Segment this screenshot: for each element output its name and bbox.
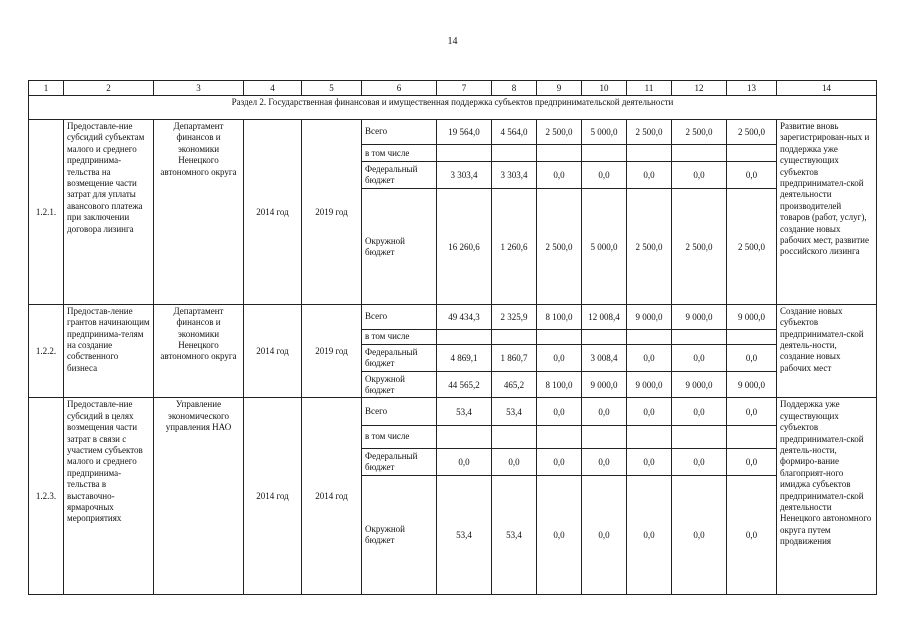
item-name: Предоставле-ние субсидий в целях возмещения части затрат в связи с участием субъектов малого и среднего предпринима-тельства в выставочно-ярмарочных мероприятиях <box>64 398 154 595</box>
program-table <box>28 80 877 595</box>
funding-source: в том числе <box>362 330 437 345</box>
column-number-14: 14 <box>777 81 877 96</box>
column-number-8: 8 <box>492 81 537 96</box>
amount-cell <box>727 145 777 162</box>
amount-cell <box>492 425 537 448</box>
amount-cell <box>672 425 727 448</box>
amount-cell: 0,0 <box>727 398 777 425</box>
column-number-4: 4 <box>244 81 302 96</box>
column-number-3: 3 <box>154 81 244 96</box>
amount-cell: 53,4 <box>437 398 492 425</box>
amount-cell: 9 000,0 <box>627 372 672 398</box>
amount-cell: 2 500,0 <box>727 189 777 305</box>
amount-cell <box>627 425 672 448</box>
amount-cell: 0,0 <box>627 476 672 595</box>
amount-cell: 0,0 <box>627 344 672 371</box>
amount-cell: 49 434,3 <box>437 304 492 329</box>
amount-cell: 9 000,0 <box>727 372 777 398</box>
funding-source: Федеральный бюджет <box>362 161 437 188</box>
amount-cell <box>672 145 727 162</box>
section-row <box>29 95 877 119</box>
amount-cell: 9 000,0 <box>727 304 777 329</box>
amount-cell: 1 860,7 <box>492 344 537 371</box>
amount-cell: 9 000,0 <box>672 304 727 329</box>
amount-cell <box>582 145 627 162</box>
amount-cell: 2 500,0 <box>537 189 582 305</box>
amount-cell <box>437 425 492 448</box>
item-number: 1.2.3. <box>29 398 64 595</box>
amount-cell: 5 000,0 <box>582 189 627 305</box>
amount-cell: 0,0 <box>627 398 672 425</box>
amount-cell: 0,0 <box>582 161 627 188</box>
funding-source: Окружной бюджет <box>362 372 437 398</box>
item-start-year: 2014 год <box>244 119 302 304</box>
funding-source: в том числе <box>362 145 437 162</box>
amount-cell: 0,0 <box>582 448 627 475</box>
item-start-year: 2014 год <box>244 304 302 398</box>
amount-cell <box>537 425 582 448</box>
amount-cell: 0,0 <box>537 476 582 595</box>
amount-cell: 8 100,0 <box>537 372 582 398</box>
amount-cell: 4 869,1 <box>437 344 492 371</box>
amount-cell: 53,4 <box>492 398 537 425</box>
amount-cell: 2 500,0 <box>537 119 582 144</box>
amount-cell: 9 000,0 <box>582 372 627 398</box>
amount-cell <box>537 330 582 345</box>
amount-cell: 44 565,2 <box>437 372 492 398</box>
column-number-7: 7 <box>437 81 492 96</box>
expected-result: Развитие вновь зарегистрирован-ных и поддержка уже существующих субъектов предпринимател-ской деятельности производителей товаров (работ, услуг), создание новых рабочих мест, развитие российского лизинга <box>777 119 877 304</box>
table-row <box>29 119 877 144</box>
section-title: Раздел 2. Государственная финансовая и имущественная поддержка субъектов предпринимательской деятельности <box>29 95 877 119</box>
item-end-year: 2019 год <box>302 119 362 304</box>
amount-cell: 0,0 <box>672 344 727 371</box>
column-number-12: 12 <box>672 81 727 96</box>
amount-cell: 0,0 <box>727 476 777 595</box>
funding-source: Всего <box>362 304 437 329</box>
funding-source: Всего <box>362 119 437 144</box>
amount-cell: 0,0 <box>672 476 727 595</box>
amount-cell: 0,0 <box>627 448 672 475</box>
amount-cell: 8 100,0 <box>537 304 582 329</box>
amount-cell: 0,0 <box>672 448 727 475</box>
funding-source: Федеральный бюджет <box>362 344 437 371</box>
amount-cell <box>627 145 672 162</box>
funding-source: Окружной бюджет <box>362 476 437 595</box>
amount-cell: 0,0 <box>537 344 582 371</box>
amount-cell: 19 564,0 <box>437 119 492 144</box>
amount-cell: 2 500,0 <box>727 119 777 144</box>
amount-cell <box>437 330 492 345</box>
column-number-11: 11 <box>627 81 672 96</box>
amount-cell: 53,4 <box>437 476 492 595</box>
item-start-year: 2014 год <box>244 398 302 595</box>
amount-cell: 0,0 <box>582 476 627 595</box>
amount-cell: 3 303,4 <box>492 161 537 188</box>
funding-source: в том числе <box>362 425 437 448</box>
amount-cell: 0,0 <box>492 448 537 475</box>
amount-cell <box>582 330 627 345</box>
item-name: Предоставле-ние субсидий субъектам малого и среднего предпринима-тельства на возмещение части затрат для уплаты авансового платежа при заключении договора лизинга <box>64 119 154 304</box>
funding-source: Всего <box>362 398 437 425</box>
amount-cell <box>672 330 727 345</box>
item-end-year: 2019 год <box>302 304 362 398</box>
amount-cell <box>582 425 627 448</box>
amount-cell <box>537 145 582 162</box>
amount-cell: 0,0 <box>437 448 492 475</box>
item-name: Предостав-ление грантов начинающим предпринима-телям на создание собственного бизнеса <box>64 304 154 398</box>
amount-cell <box>492 145 537 162</box>
amount-cell: 53,4 <box>492 476 537 595</box>
amount-cell: 4 564,0 <box>492 119 537 144</box>
amount-cell <box>437 145 492 162</box>
item-executor: Управление экономического управления НАО <box>154 398 244 595</box>
expected-result: Поддержка уже существующих субъектов предпринимател-ской деятель-ности, формиро-вание благоприят-ного имиджа субъектов предпринимател-ской деятельности Ненецкого автономного округа путем продвижения <box>777 398 877 595</box>
amount-cell: 12 008,4 <box>582 304 627 329</box>
item-end-year: 2014 год <box>302 398 362 595</box>
amount-cell: 0,0 <box>582 398 627 425</box>
column-number-9: 9 <box>537 81 582 96</box>
column-number-row <box>29 81 877 96</box>
amount-cell: 9 000,0 <box>672 372 727 398</box>
item-executor: Департамент финансов и экономики Ненецкого автономного округа <box>154 304 244 398</box>
amount-cell: 2 500,0 <box>627 119 672 144</box>
amount-cell: 0,0 <box>627 161 672 188</box>
funding-source: Окружной бюджет <box>362 189 437 305</box>
column-number-2: 2 <box>64 81 154 96</box>
amount-cell <box>727 330 777 345</box>
amount-cell: 2 500,0 <box>672 119 727 144</box>
table-row <box>29 304 877 329</box>
amount-cell: 5 000,0 <box>582 119 627 144</box>
item-executor: Департамент финансов и экономики Ненецкого автономного округа <box>154 119 244 304</box>
amount-cell: 0,0 <box>537 161 582 188</box>
amount-cell: 0,0 <box>537 398 582 425</box>
column-number-5: 5 <box>302 81 362 96</box>
amount-cell: 0,0 <box>537 448 582 475</box>
amount-cell: 16 260,6 <box>437 189 492 305</box>
column-number-13: 13 <box>727 81 777 96</box>
funding-source: Федеральный бюджет <box>362 448 437 475</box>
amount-cell: 465,2 <box>492 372 537 398</box>
amount-cell: 0,0 <box>727 448 777 475</box>
amount-cell <box>627 330 672 345</box>
item-number: 1.2.2. <box>29 304 64 398</box>
table-row <box>29 398 877 425</box>
column-number-10: 10 <box>582 81 627 96</box>
amount-cell: 0,0 <box>727 344 777 371</box>
amount-cell: 3 303,4 <box>437 161 492 188</box>
column-number-6: 6 <box>362 81 437 96</box>
amount-cell: 0,0 <box>727 161 777 188</box>
amount-cell: 0,0 <box>672 161 727 188</box>
page-number: 14 <box>447 36 458 47</box>
amount-cell: 9 000,0 <box>627 304 672 329</box>
amount-cell: 1 260,6 <box>492 189 537 305</box>
amount-cell: 2 325,9 <box>492 304 537 329</box>
amount-cell <box>727 425 777 448</box>
amount-cell: 2 500,0 <box>672 189 727 305</box>
amount-cell <box>492 330 537 345</box>
column-number-1: 1 <box>29 81 64 96</box>
amount-cell: 3 008,4 <box>582 344 627 371</box>
item-number: 1.2.1. <box>29 119 64 304</box>
expected-result: Создание новых субъектов предпринимател-ской деятель-ности, создание новых рабочих мест <box>777 304 877 398</box>
amount-cell: 2 500,0 <box>627 189 672 305</box>
amount-cell: 0,0 <box>672 398 727 425</box>
